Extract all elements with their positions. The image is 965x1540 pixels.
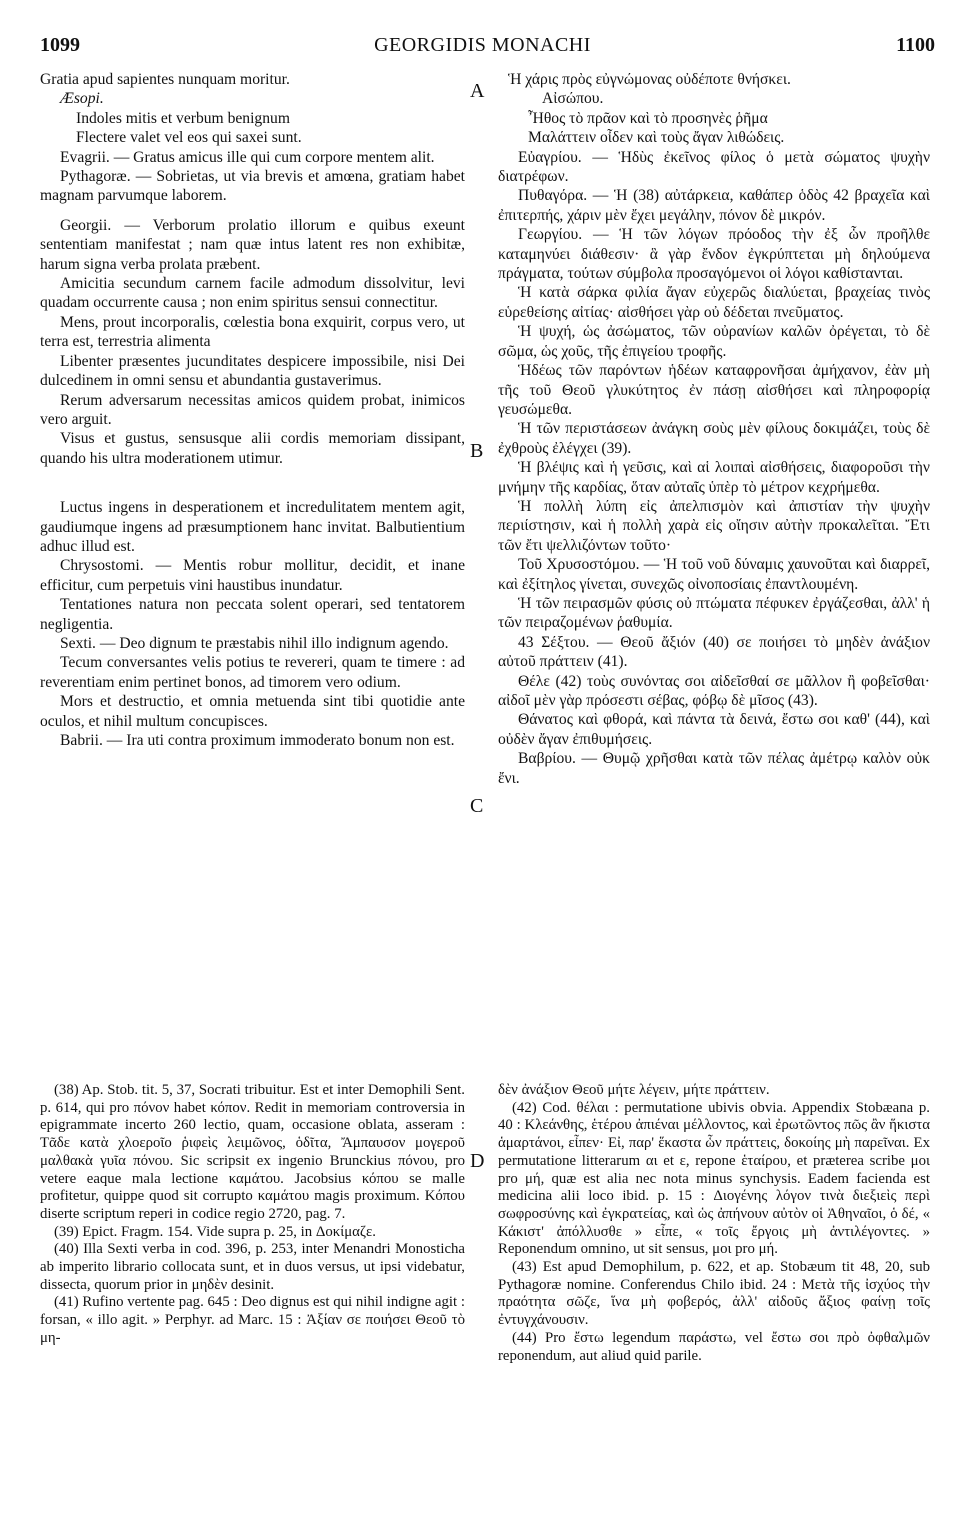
greek-line: Ἡ χάρις πρὸς εὐγνώμονας οὐδέποτε θνήσκει.	[508, 71, 791, 88]
latin-sentence: Pythagoræ. — Sobrietas, ut via brevis et amœna, gratiam habet magnam parvumque laborem.	[40, 168, 465, 205]
latin-sentence: Mens, prout incorporalis, cœlestia bona exquirit, corpus vero, ut terra est, terrestria alimenta	[40, 313, 465, 351]
greek-sentence: Πυθαγόρα. — Ἡ (38) αὐτάρκεια, καθάπερ ὁδὸς 42 βραχεῖα καὶ ἐπιτερπής, χάριν μὲν ἔχει μεγάλην, πόνον δὲ μικρόν.	[498, 187, 930, 224]
greek-sentence: Βαβρίου. — Θυμῷ χρῆσθαι κατὰ τῶν πέλας ἀμέτρῳ καλὸν οὐκ ἔνι.	[498, 750, 930, 787]
greek-sentence: Εὐαγρίου. — Ἡδὺς ἐκεῖνος φίλος ὁ μετὰ σώματος ψυχὴν διατρέφων.	[498, 148, 930, 186]
latin-verse: Indoles mitis et verbum benignum	[76, 109, 290, 127]
latin-sentence: Visus et gustus, sensusque alii cordis memoriam dissipant, quando his ultra moderationem utimur.	[40, 430, 465, 467]
latin-author: Æsopi.	[60, 90, 104, 108]
greek-sentence: Ἡ βλέψις καὶ ἡ γεῦσις, καὶ αἱ λοιπαὶ αἰσθήσεις, διαφοροῦσι τὴν μνήμην τῆς καρδίας, ὅταν αὐταῖς ὑπὲρ τὸ μέτρον κεχρήμεθα.	[498, 459, 930, 496]
greek-sentence: Θάνατος καὶ φθορά, καὶ πάντα τὰ δεινά, ἔστω σοι καθ' (44), καὶ οὐδὲν ἄγαν ἐπιθυμήσεις.	[498, 711, 930, 748]
greek-verse: Μαλάττειν οἶδεν καὶ τοὺς ἄγαν λιθώδεις.	[528, 129, 785, 147]
greek-sentence: Ἡ τῶν πειρασμῶν φύσις οὐ πτώματα πέφυκεν ἐργάζεσθαι, ἀλλ' ἡ τῶν πειραζομένων ῥαθυμία.	[498, 594, 930, 632]
footnote: (44) Pro ἔστω legendum παράστω, vel ἔστω σοι πρὸ ὀφθαλμῶν reponendum, aut aliud quid parile.	[498, 1329, 930, 1364]
latin-verse: Flectere valet vel eos qui saxei sunt.	[76, 129, 302, 147]
margin-letter-a: A	[470, 80, 485, 102]
latin-sentence: Tecum conversantes velis potius te revereri, quam te timere : ad reverentiam enim pertinet bonos, ad timorem vero odium.	[40, 654, 465, 691]
margin-letter-c: C	[470, 795, 484, 817]
footnotes-right	[498, 1082, 930, 1365]
greek-author: Αἰσώπου.	[542, 90, 604, 108]
latin-sentence: Sexti. — Deo dignum te præstabis nihil illo indignum agendo.	[60, 634, 449, 652]
latin-sentence: Libenter præsentes jucunditates despicere impossibile, nisi Dei dulcedinem in omni sensu et abundantia gustaverimus.	[40, 352, 465, 390]
greek-sentence: Τοῦ Χρυσοστόμου. — Ἡ τοῦ νοῦ δύναμις χαυνοῦται καὶ διαρρεῖ, καὶ ἐξίτηλος γίνεται, συνεχῶς οἰνοποσίαις ἐπαντλουμένη.	[498, 556, 930, 593]
greek-sentence: Θέλε (42) τοὺς συνόντας σοι αἰδεῖσθαί σε μᾶλλον ἢ φοβεῖσθαι· αἰδοῖ μὲν γὰρ πρόσεστι σέβας, φόβῳ δὲ μῖσος (43).	[498, 672, 930, 709]
latin-line: Gratia apud sapientes nunquam moritur.	[40, 71, 290, 88]
footnote: δὲν ἀνάξιον Θεοῦ μήτε λέγειν, μήτε πράττειν.	[498, 1082, 770, 1098]
footnotes-left	[40, 1082, 465, 1348]
latin-sentence: Rerum adversarum necessitas amicos quidem probat, inimicos vero arguit.	[40, 391, 465, 428]
greek-sentence: Ἡ πολλὴ λύπη εἰς ἀπελπισμὸν καὶ ἀπιστίαν τὴν ψυχὴν περιίστησιν, καὶ ἡ πολλὴ χαρὰ εἰς οἴησιν αὐτὴν προκαλεῖται. Ἔτι τῶν ἔτι ψελλιζόντων τοῦτο·	[498, 497, 930, 554]
latin-sentence: Luctus ingens in desperationem et incredulitatem mentem agit, gaudiumque ingens ad præsumptionem hanc invitat. Balbutientium adhuc illud est.	[40, 499, 465, 555]
footnote: (40) Illa Sexti verba in cod. 396, p. 253, inter Menandri Monosticha ab imperito librario collocata sunt, et in duos versus, ut ipsi videbatur, dissecta, quorum prior in μηδὲν desinit.	[40, 1241, 465, 1293]
greek-sentence: Ἡ ψυχή, ὡς ἀσώματος, τῶν οὐρανίων καλῶν ὀρέγεται, τὸ δὲ σῶμα, ὡς χοῦς, τῆς ἐπιγείου τροφῆς.	[498, 323, 930, 360]
margin-letter-b: B	[470, 440, 484, 462]
latin-sentence: Tentationes natura non peccata solent operari, sed tentatorem negligentia.	[40, 596, 465, 633]
greek-sentence: 43 Σέξτου. — Θεοῦ ἄξιόν (40) σε ποιήσει τὸ μηδὲν ἀνάξιον αὐτοῦ πράττειν (41).	[498, 633, 930, 671]
greek-verse: Ἦθος τὸ πρᾶον καὶ τὸ προσηνὲς ῥῆμα	[528, 109, 768, 127]
latin-sentence: Amicitia secundum carnem facile admodum dissolvitur, levi quadam occurrente causa ; non enim spiritus sensui connectitur.	[40, 275, 465, 312]
latin-sentence: Evagrii. — Gratus amicus ille qui cum corpore mentem alit.	[60, 148, 435, 166]
footnote: (41) Rufino vertente pag. 645 : Deo dignus est qui nihil indigne agit : forsan, « illo agit. » Perphyr. ad Marc. 15 : Ἀξίαν σε ποιήσει Θεοῦ τὸ μη-	[40, 1294, 465, 1346]
greek-sentence: Ἡ κατὰ σάρκα φιλία ἄγαν εὐχερῶς διαλύεται, βραχείας τινὸς εὑρεθείσης αἰτίας· αἰσθήσει γὰρ οὐ δέδεται πνεῦματος.	[498, 284, 930, 321]
footnote: (38) Ap. Stob. tit. 5, 37, Socrati tribuitur. Est et inter Demophili Sent. p. 614, qui pro πόνον habet κόπον. Redit in memoriam controversia in epigrammate incerto 260 lectio, quam, occasione oblata, asseram : Τᾶδε κατὰ χλοεροῖο ῥιφεὶς λειμῶνος, ὁδῖτα, Ἄμπαυσον μογεροῦ μαλθακὰ γυῖα πόνου. Sic scripsit ex ingenio Brunckius πόνου, pro vetere eaque mala lectione καμάτου. Jacobsius κόπου se malle profitetur, quippe quod sit corrupto καμάτου magis proximum. Κόπου diserte scriptum reperi in codice regio 2720, pag. 7.	[40, 1082, 465, 1222]
greek-sentence: Γεωργίου. — Ἡ τῶν λόγων πρόοδος τὴν ἐξ ὧν προῆλθε καταμηνύει διάθεσιν· ἃ γὰρ ἔνδον ἐγκρύπτεται μὴ δηλούμενα πράγματα, τούτων σύμβολα προσαγόμενοι οἱ λόγοι καθίστανται.	[498, 226, 930, 283]
greek-sentence: Ἡ τῶν περιστάσεων ἀνάγκη σοὺς μὲν φίλους δοκιμάζει, τοὺς δὲ ἐχθροὺς ἐλέγχει (39).	[498, 420, 930, 457]
margin-letter-d: D	[470, 1150, 485, 1172]
page-header	[0, 34, 965, 64]
right-page-number: 1100	[896, 34, 935, 56]
left-page-number: 1099	[40, 34, 80, 56]
latin-sentence: Babrii. — Ira uti contra proximum immoderato bonum non est.	[60, 732, 455, 749]
latin-sentence: Mors et destructio, et omnia metuenda sint tibi quotidie ante oculos, et nihil multum concupisces.	[40, 693, 465, 730]
greek-sentence: Ἡδέως τῶν παρόντων ἡδέων καταφρονῆσαι ἀμήχανον, ἐὰν μὴ τῆς τοῦ Θεοῦ γλυκύτητος ἐν πάσῃ αἰσθήσει καὶ πληροφορίᾳ γευσώμεθα.	[498, 362, 930, 418]
footnote: (43) Est apud Demophilum, p. 622, et ap. Stobæum tit 48, 20, sub Pythagoræ nomine. Conferendus Chilo ibid. 24 : Μετὰ τῆς ἰσχύος τὴν πραότητα σῶζε, ἵνα μὴ φοβερός, ἀλλ' αἰδοῦς ἄξιος φαίνῃ τοῖς ἐντυγχάνουσιν.	[498, 1259, 930, 1329]
greek-column	[498, 70, 930, 788]
latin-column	[40, 70, 465, 750]
footnote: (42) Cod. θέλαι : permutatione ubivis obvia. Appendix Stobæana p. 40 : Κλεάνθης, ἑτέρου ἀπιέναι μέλλοντος, καὶ ἐρωτῶντος πῶς ἂν ἥκιστα ἁμαρτάνοι, εἶπεν· Εἰ, παρ' ἕκαστα ὧν πράττεις, δοκοίης μὴ παρεῖναι. Ex permutatione litterarum αι et ε, repone ἑταίρου, et præterea scribe μοι pro μή, quæ est alia nec nota minus synchysis. Eadem facienda est medicina alii loco ibid. p. 15 : Διογένης λόγον τινὰ διεξιεὶς περὶ σωφροσύνης καὶ ἐγκρατείας, καὶ ὡς ἀπήνουν αὐτὸν οἱ Ἀθηναῖοι, ὁ δέ, « Κάκιστ' ἀπόλλυσθε » εἶπε, « τοῖς ἔργοις μὴ ἀντιλέγοντες. » Reponendum omnino, ut sit sensus, μοι pro μή.	[498, 1099, 930, 1258]
latin-sentence: Georgii. — Verborum prolatio illorum e quibus exeunt sententiam manifestat ; nam quæ intus latent res non exhibitæ, harum signa verba prolata præbent.	[40, 216, 465, 273]
running-title: GEORGIDIS MONACHI	[374, 34, 591, 56]
latin-sentence: Chrysostomi. — Mentis robur mollitur, decidit, et inane efficitur, cum perpetuis vini haustibus inundatur.	[40, 557, 465, 594]
footnote: (39) Epict. Fragm. 154. Vide supra p. 25, in Δοκίμαζε.	[54, 1223, 376, 1240]
